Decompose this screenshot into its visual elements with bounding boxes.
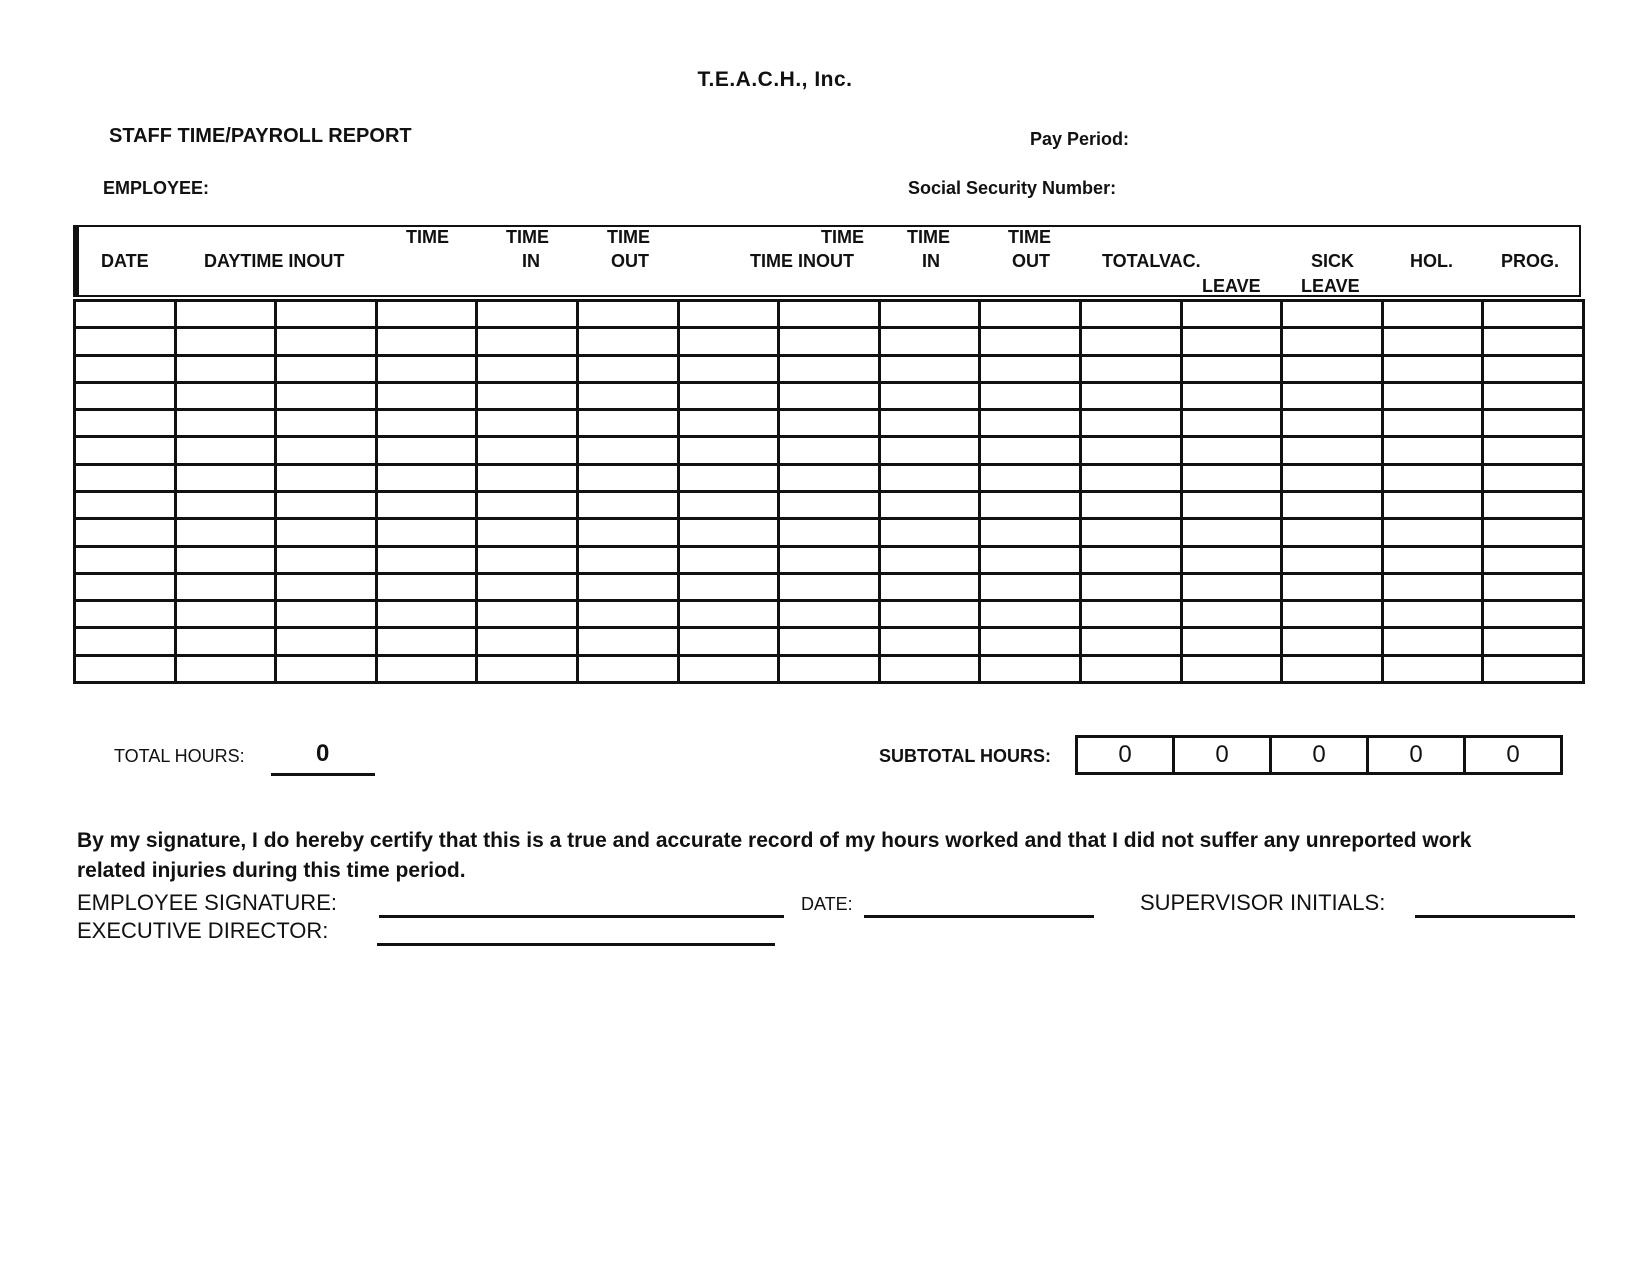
grid-cell[interactable] (477, 546, 578, 573)
grid-cell[interactable] (879, 382, 980, 409)
grid-cell[interactable] (779, 464, 880, 491)
grid-cell[interactable] (1483, 601, 1584, 628)
header-time-out-1-bottom: OUT (611, 251, 649, 271)
supervisor-initials-label: SUPERVISOR INITIALS: (1140, 890, 1386, 915)
grid-cell[interactable] (1080, 437, 1181, 464)
table-row (75, 382, 1584, 409)
grid-cell[interactable] (1080, 301, 1181, 328)
grid-cell[interactable] (75, 628, 176, 655)
total-hours-underline (271, 773, 375, 776)
grid-header (73, 225, 1581, 297)
grid-cell[interactable] (1282, 382, 1383, 409)
grid-cell[interactable] (1181, 655, 1282, 682)
table-row (75, 519, 1584, 546)
grid-cell[interactable] (1080, 573, 1181, 600)
grid-cell[interactable] (175, 355, 276, 382)
grid-cell[interactable] (477, 601, 578, 628)
grid-cell[interactable] (577, 355, 678, 382)
grid-cell[interactable] (175, 464, 276, 491)
grid-cell[interactable] (1080, 355, 1181, 382)
grid-cell[interactable] (1282, 519, 1383, 546)
grid-cell[interactable] (779, 301, 880, 328)
grid-cell[interactable] (980, 491, 1081, 518)
grid-cell[interactable] (1382, 328, 1483, 355)
grid-cell[interactable] (678, 464, 779, 491)
grid-cell[interactable] (477, 301, 578, 328)
grid-cell[interactable] (276, 628, 377, 655)
grid-cell[interactable] (779, 628, 880, 655)
subtotal-prog: 0 (1465, 737, 1562, 774)
grid-cell[interactable] (175, 382, 276, 409)
grid-cell[interactable] (879, 519, 980, 546)
grid-cell[interactable] (678, 628, 779, 655)
grid-cell[interactable] (980, 355, 1081, 382)
report-title: STAFF TIME/PAYROLL REPORT (109, 125, 412, 147)
grid-cell[interactable] (376, 301, 477, 328)
grid-cell[interactable] (1382, 464, 1483, 491)
grid-cell[interactable] (376, 410, 477, 437)
grid-cell[interactable] (1080, 546, 1181, 573)
grid-cell[interactable] (678, 328, 779, 355)
table-row (75, 573, 1584, 600)
grid-cell[interactable] (376, 464, 477, 491)
grid-cell[interactable] (477, 628, 578, 655)
grid-cell[interactable] (879, 491, 980, 518)
grid-cell[interactable] (75, 573, 176, 600)
grid-cell[interactable] (1282, 328, 1383, 355)
grid-cell[interactable] (980, 301, 1081, 328)
grid-cell[interactable] (175, 519, 276, 546)
grid-cell[interactable] (779, 601, 880, 628)
grid-cell[interactable] (376, 573, 477, 600)
grid-cell[interactable] (879, 410, 980, 437)
grid-cell[interactable] (1382, 519, 1483, 546)
grid-cell[interactable] (779, 410, 880, 437)
grid-cell[interactable] (1483, 491, 1584, 518)
grid-cell[interactable] (577, 655, 678, 682)
grid-cell[interactable] (577, 573, 678, 600)
header-total-vac: TOTALVAC. (1102, 251, 1201, 271)
grid-cell[interactable] (779, 573, 880, 600)
grid-cell[interactable] (175, 628, 276, 655)
grid-cell[interactable] (577, 519, 678, 546)
grid-cell[interactable] (1080, 519, 1181, 546)
employee-label: EMPLOYEE: (103, 178, 210, 198)
grid-cell[interactable] (175, 655, 276, 682)
grid-cell[interactable] (1181, 491, 1282, 518)
grid-cell[interactable] (75, 301, 176, 328)
grid-cell[interactable] (678, 573, 779, 600)
grid-cell[interactable] (175, 546, 276, 573)
grid-cell[interactable] (75, 519, 176, 546)
grid-cell[interactable] (1483, 328, 1584, 355)
grid-cell[interactable] (980, 573, 1081, 600)
grid-cell[interactable] (1282, 628, 1383, 655)
grid-cell[interactable] (1282, 355, 1383, 382)
table-row (75, 410, 1584, 437)
grid-cell[interactable] (1181, 601, 1282, 628)
grid-cell[interactable] (276, 301, 377, 328)
grid-cell[interactable] (1181, 382, 1282, 409)
grid-cell[interactable] (276, 355, 377, 382)
grid-cell[interactable] (1080, 601, 1181, 628)
grid-cell[interactable] (75, 437, 176, 464)
grid-cell[interactable] (577, 628, 678, 655)
employee-signature-line[interactable] (379, 915, 784, 918)
header-prog: PROG. (1501, 251, 1560, 271)
grid-cell[interactable] (980, 410, 1081, 437)
grid-cell[interactable] (779, 328, 880, 355)
header-hol: HOL. (1410, 251, 1453, 271)
grid-cell[interactable] (1382, 491, 1483, 518)
grid-cell[interactable] (1382, 382, 1483, 409)
employee-signature-label: EMPLOYEE SIGNATURE: (77, 890, 337, 915)
grid-cell[interactable] (1282, 464, 1383, 491)
grid-cell[interactable] (779, 382, 880, 409)
grid-cell[interactable] (1382, 437, 1483, 464)
grid-cell[interactable] (1382, 355, 1483, 382)
grid-cell[interactable] (1080, 491, 1181, 518)
grid-cell[interactable] (1483, 546, 1584, 573)
subtotal-boxes (1075, 735, 1563, 775)
grid-cell[interactable] (1483, 301, 1584, 328)
grid-cell[interactable] (1382, 301, 1483, 328)
grid-cell[interactable] (879, 655, 980, 682)
grid-cell[interactable] (980, 437, 1081, 464)
grid-cell[interactable] (678, 655, 779, 682)
grid-cell[interactable] (1483, 655, 1584, 682)
grid-cell[interactable] (175, 437, 276, 464)
grid-cell[interactable] (577, 601, 678, 628)
header-time-2: TIME (821, 227, 864, 247)
header-time-in-out-2: TIME INOUT (750, 251, 854, 271)
grid-cell[interactable] (276, 546, 377, 573)
grid-cell[interactable] (879, 573, 980, 600)
grid-cell[interactable] (477, 382, 578, 409)
table-row (75, 628, 1584, 655)
grid-cell[interactable] (1382, 410, 1483, 437)
grid-cell[interactable] (75, 601, 176, 628)
grid-cell[interactable] (276, 491, 377, 518)
grid-cell[interactable] (376, 355, 477, 382)
grid-cell[interactable] (1080, 410, 1181, 437)
grid-cell[interactable] (477, 655, 578, 682)
grid-cell[interactable] (879, 546, 980, 573)
grid-cell[interactable] (577, 410, 678, 437)
grid-cell[interactable] (1181, 301, 1282, 328)
grid-cell[interactable] (577, 301, 678, 328)
grid-cell[interactable] (879, 355, 980, 382)
grid-cell[interactable] (1483, 437, 1584, 464)
grid-cell[interactable] (678, 519, 779, 546)
grid-cell[interactable] (779, 437, 880, 464)
grid-cell[interactable] (75, 655, 176, 682)
grid-cell[interactable] (1282, 491, 1383, 518)
header-time-in-1-bottom: IN (522, 251, 540, 271)
grid-cell[interactable] (175, 301, 276, 328)
grid-cell[interactable] (376, 382, 477, 409)
ssn-label: Social Security Number: (908, 178, 1117, 198)
subtotal-hours-label: SUBTOTAL HOURS: (879, 746, 1052, 766)
grid-cell[interactable] (1080, 382, 1181, 409)
grid-cell[interactable] (1181, 464, 1282, 491)
subtotal-sick-leave: 0 (1271, 737, 1368, 774)
grid-cell[interactable] (577, 437, 678, 464)
header-time-in-2-bottom: IN (922, 251, 940, 271)
grid-cell[interactable] (477, 464, 578, 491)
grid-cell[interactable] (980, 519, 1081, 546)
total-hours-label: TOTAL HOURS: (114, 746, 245, 766)
grid-cell[interactable] (980, 464, 1081, 491)
grid-cell[interactable] (1282, 410, 1383, 437)
grid-cell[interactable] (276, 410, 377, 437)
grid-cell[interactable] (1483, 519, 1584, 546)
header-time-out-1-top: TIME (607, 227, 650, 247)
header-day-time-in-out: DAYTIME INOUT (204, 251, 345, 271)
grid-cell[interactable] (1080, 328, 1181, 355)
grid-cell[interactable] (1282, 301, 1383, 328)
header-time-1: TIME (406, 227, 449, 247)
certification-text: By my signature, I do hereby certify that this is a true and accurate record of my hours worked and that I did not suffer any unreported work related injuries during this time period. (77, 829, 1472, 882)
grid-cell[interactable] (175, 328, 276, 355)
grid-cell[interactable] (1181, 328, 1282, 355)
subtotal-total: 0 (1077, 737, 1174, 774)
subtotal-vac-leave: 0 (1174, 737, 1271, 774)
grid-cell[interactable] (1282, 546, 1383, 573)
grid-cell[interactable] (678, 410, 779, 437)
grid-cell[interactable] (1382, 573, 1483, 600)
grid-cell[interactable] (980, 628, 1081, 655)
grid-cell[interactable] (1080, 628, 1181, 655)
grid-cell[interactable] (376, 601, 477, 628)
grid-cell[interactable] (1181, 355, 1282, 382)
grid-cell[interactable] (1382, 655, 1483, 682)
header-time-out-2-top: TIME (1008, 227, 1051, 247)
grid-cell[interactable] (276, 437, 377, 464)
grid-cell[interactable] (276, 464, 377, 491)
grid-cell[interactable] (678, 301, 779, 328)
grid-cell[interactable] (779, 355, 880, 382)
grid-cell[interactable] (477, 437, 578, 464)
grid-cell[interactable] (276, 655, 377, 682)
grid-cell[interactable] (1382, 546, 1483, 573)
grid-cell[interactable] (779, 655, 880, 682)
grid-cell[interactable] (678, 491, 779, 518)
grid-cell[interactable] (477, 573, 578, 600)
timesheet-grid (73, 225, 1585, 684)
grid-cell[interactable] (577, 328, 678, 355)
grid-cell[interactable] (879, 601, 980, 628)
table-row (75, 655, 1584, 682)
total-hours-value: 0 (316, 740, 330, 767)
grid-cell[interactable] (577, 382, 678, 409)
grid-cell[interactable] (376, 655, 477, 682)
grid-cell[interactable] (879, 437, 980, 464)
header-leave: LEAVE (1202, 276, 1261, 296)
grid-cell[interactable] (1483, 464, 1584, 491)
grid-cell[interactable] (678, 355, 779, 382)
company-name: T.E.A.C.H., Inc. (697, 68, 853, 91)
grid-cell[interactable] (477, 410, 578, 437)
grid-cell[interactable] (980, 382, 1081, 409)
grid-cell[interactable] (175, 573, 276, 600)
pay-period-label: Pay Period: (1030, 129, 1130, 149)
header-time-in-2-top: TIME (907, 227, 950, 247)
grid-cell[interactable] (879, 301, 980, 328)
table-row (75, 491, 1584, 518)
grid-cell[interactable] (678, 437, 779, 464)
grid-cell[interactable] (1181, 546, 1282, 573)
grid-cell[interactable] (980, 655, 1081, 682)
grid-cell[interactable] (1282, 601, 1383, 628)
grid-cell[interactable] (1181, 410, 1282, 437)
grid-cell[interactable] (1282, 573, 1383, 600)
grid-cell[interactable] (477, 519, 578, 546)
table-row (75, 437, 1584, 464)
header-sick-top: SICK (1311, 251, 1355, 271)
grid-cell[interactable] (75, 328, 176, 355)
grid-cell[interactable] (577, 546, 678, 573)
header-sick-bottom: LEAVE (1301, 276, 1360, 296)
header-time-in-1-top: TIME (506, 227, 549, 247)
grid-cell[interactable] (376, 437, 477, 464)
supervisor-initials-line[interactable] (1415, 915, 1575, 918)
grid-cell[interactable] (75, 491, 176, 518)
grid-cell[interactable] (678, 601, 779, 628)
grid-cell[interactable] (477, 491, 578, 518)
grid-cell[interactable] (1483, 410, 1584, 437)
date-line[interactable] (864, 915, 1094, 918)
grid-cell[interactable] (276, 328, 377, 355)
grid-cell[interactable] (376, 491, 477, 518)
grid-body (73, 299, 1585, 684)
grid-cell[interactable] (577, 464, 678, 491)
grid-cell[interactable] (1080, 655, 1181, 682)
header-date: DATE (101, 251, 149, 271)
grid-cell[interactable] (175, 410, 276, 437)
executive-director-label: EXECUTIVE DIRECTOR: (77, 918, 329, 943)
grid-cell[interactable] (1181, 519, 1282, 546)
grid-cell[interactable] (1282, 437, 1383, 464)
grid-cell[interactable] (980, 601, 1081, 628)
grid-cell[interactable] (577, 491, 678, 518)
grid-cell[interactable] (376, 546, 477, 573)
header-time-out-2-bottom: OUT (1012, 251, 1050, 271)
grid-cell[interactable] (75, 410, 176, 437)
grid-cell[interactable] (1483, 382, 1584, 409)
executive-director-line[interactable] (377, 943, 775, 946)
grid-cell[interactable] (75, 355, 176, 382)
grid-cell[interactable] (879, 464, 980, 491)
grid-cell[interactable] (1382, 601, 1483, 628)
grid-cell[interactable] (276, 601, 377, 628)
grid-cell[interactable] (1181, 437, 1282, 464)
grid-cell[interactable] (477, 355, 578, 382)
grid-cell[interactable] (276, 573, 377, 600)
grid-cell[interactable] (678, 546, 779, 573)
grid-cell[interactable] (376, 519, 477, 546)
grid-cell[interactable] (75, 382, 176, 409)
grid-cell[interactable] (1382, 628, 1483, 655)
date-label: DATE: (801, 894, 853, 914)
grid-cell[interactable] (75, 464, 176, 491)
grid-cell[interactable] (175, 491, 276, 518)
grid-cell[interactable] (477, 328, 578, 355)
grid-cell[interactable] (879, 628, 980, 655)
table-row (75, 464, 1584, 491)
grid-cell[interactable] (779, 519, 880, 546)
grid-cell[interactable] (276, 519, 377, 546)
subtotal-hol: 0 (1368, 737, 1465, 774)
grid-cell[interactable] (980, 328, 1081, 355)
grid-cell[interactable] (276, 382, 377, 409)
table-row (75, 328, 1584, 355)
grid-cell[interactable] (980, 546, 1081, 573)
grid-cell[interactable] (376, 328, 477, 355)
grid-cell[interactable] (1080, 464, 1181, 491)
grid-cell[interactable] (779, 491, 880, 518)
grid-cell[interactable] (779, 546, 880, 573)
grid-cell[interactable] (1483, 355, 1584, 382)
grid-cell[interactable] (75, 546, 176, 573)
grid-cell[interactable] (376, 628, 477, 655)
grid-cell[interactable] (1181, 573, 1282, 600)
table-row (75, 355, 1584, 382)
table-row (75, 546, 1584, 573)
grid-cell[interactable] (1282, 655, 1383, 682)
grid-cell[interactable] (1181, 628, 1282, 655)
grid-cell[interactable] (175, 601, 276, 628)
grid-cell[interactable] (879, 328, 980, 355)
grid-cell[interactable] (678, 382, 779, 409)
grid-cell[interactable] (1483, 628, 1584, 655)
table-row (75, 601, 1584, 628)
table-row (75, 301, 1584, 328)
grid-cell[interactable] (1483, 573, 1584, 600)
